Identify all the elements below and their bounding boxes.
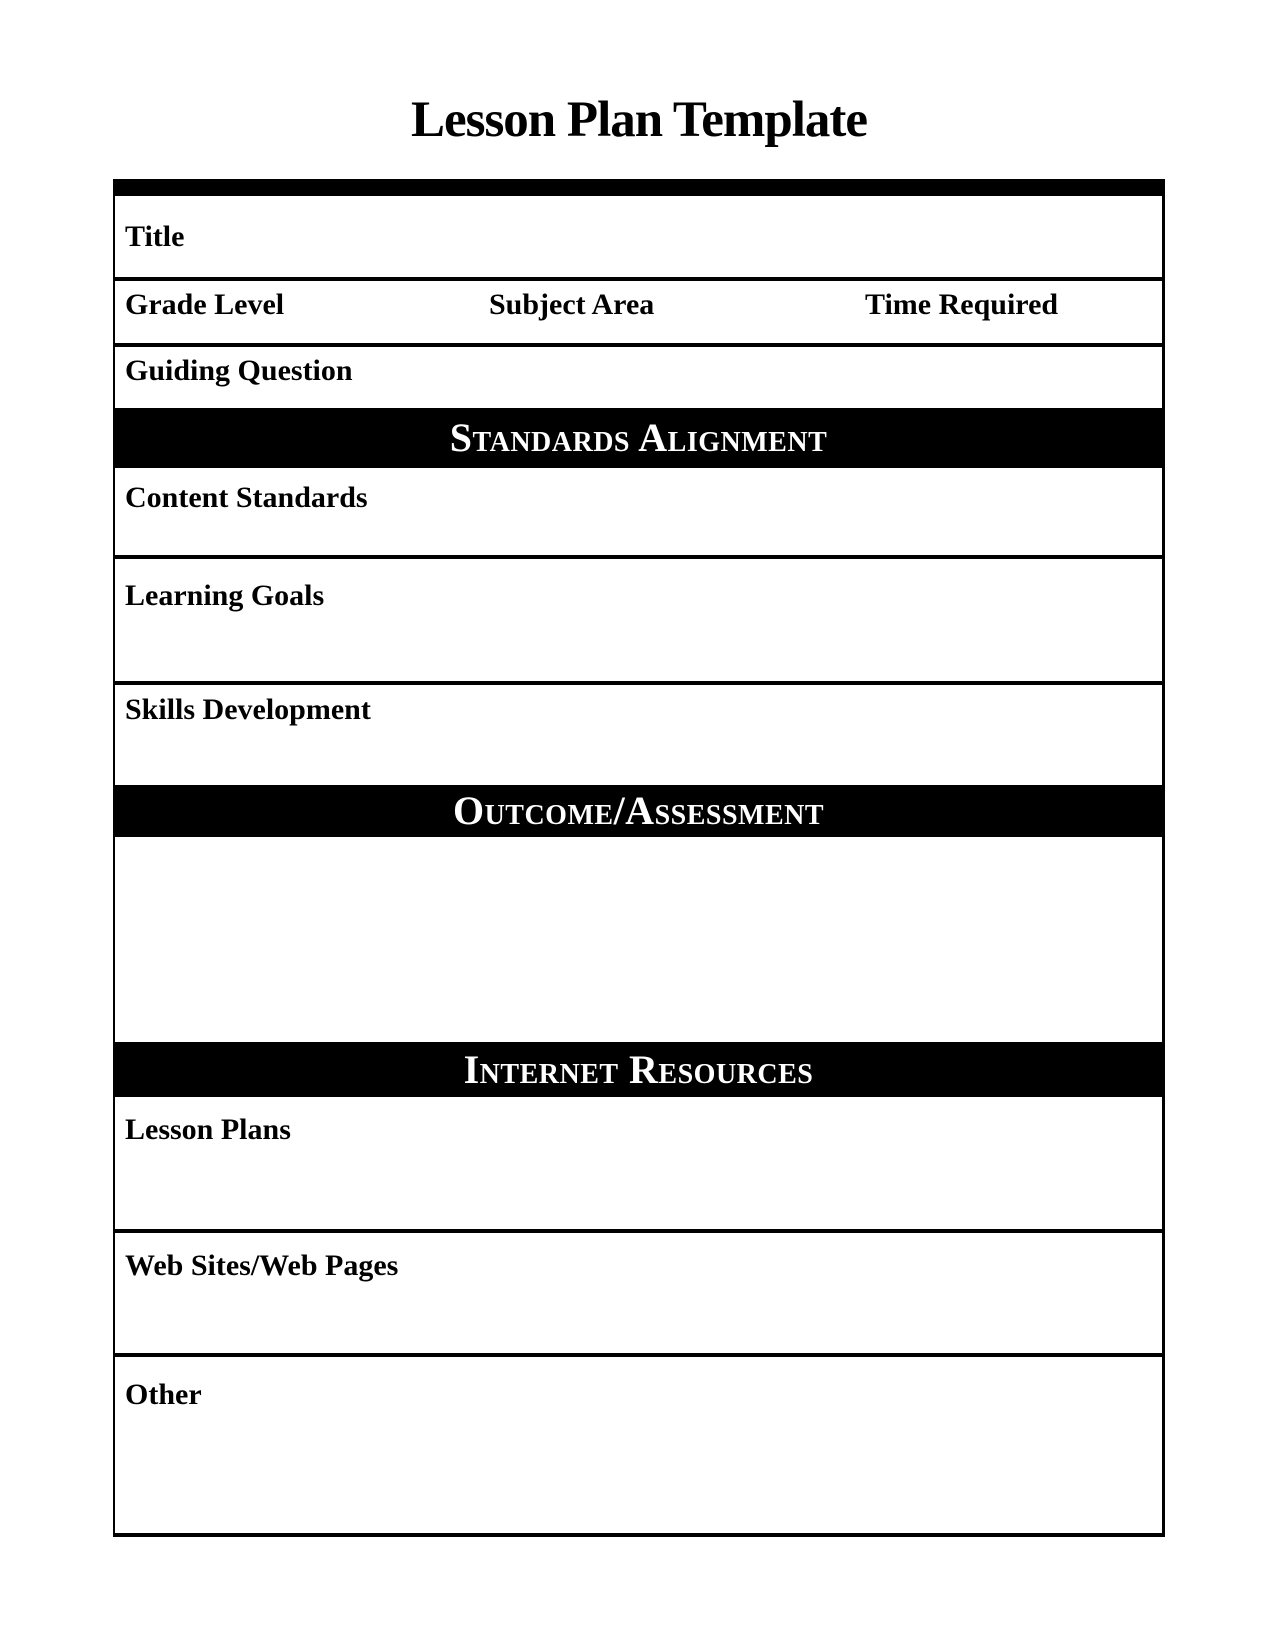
title-field-label: Title [125,220,185,253]
lesson-plan-table [113,179,1165,1537]
section-header-standards-alignment [115,408,1162,468]
skills-development-field-label: Skills Development [125,693,371,726]
section-header-internet-resources [115,1042,1162,1097]
other-field-label: Other [125,1378,202,1411]
field-row-title [115,196,1162,281]
content-standards-field-label: Content Standards [125,481,368,514]
field-row-other [115,1357,1162,1533]
learning-goals-field-label: Learning Goals [125,579,325,612]
internet-resources-heading: Internet Resources [463,1046,814,1092]
grade-level-field-label: Grade Level [125,288,285,321]
field-row-content-standards [115,468,1162,559]
lesson-plans-field-label: Lesson Plans [125,1113,291,1146]
field-row-lesson-plans [115,1097,1162,1233]
section-header-outcome-assessment [115,785,1162,837]
web-sites-web-pages-field-label: Web Sites/Web Pages [125,1249,399,1282]
standards-alignment-heading: Standards Alignment [449,415,828,460]
outcome-assessment-blank-cell [115,837,1162,1042]
page-title: Lesson Plan Template [410,92,868,148]
field-row-grade-subject-time [115,281,1162,347]
field-row-guiding-question [115,347,1162,408]
subject-area-field-label: Subject Area [489,288,655,321]
guiding-question-field-label: Guiding Question [125,354,353,387]
outcome-assessment-heading: Outcome/Assessment [452,788,825,833]
field-row-learning-goals [115,559,1162,685]
time-required-field-label: Time Required [865,288,1059,321]
field-row-skills-development [115,685,1162,785]
field-row-web-sites-web-pages [115,1233,1162,1357]
table-top-bar [115,179,1162,196]
